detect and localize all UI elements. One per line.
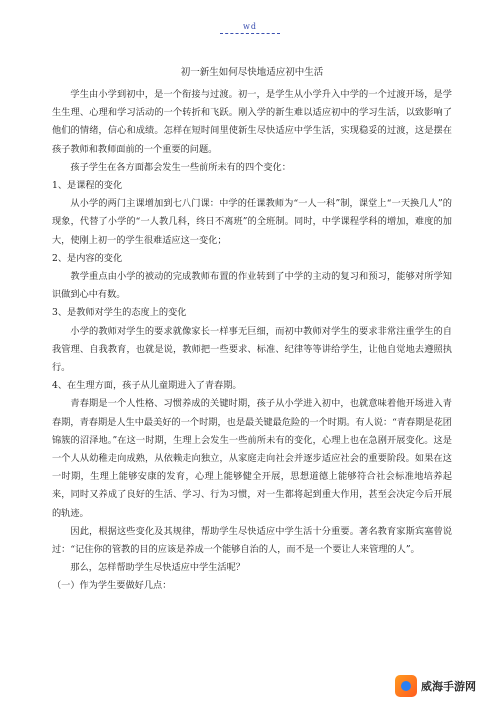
header-mark: wd (243, 22, 257, 31)
section-heading-2: 2、是内容的变化 (52, 252, 123, 264)
document-body (52, 64, 452, 596)
section-body-3: 小学的教师对学生的要求就像家长一样事无巨细，而初中教师对学生的要求非常注重学生的自我管理、自我教育，也就是说，教师把一些要求、标准、纪律等等讲给学生，让他自觉地去遵照执行。 (52, 325, 452, 374)
section-body-4: 青春期是一个人性格、习惯养成的关键时期，孩子从小学进入初中，也就意味着他开场进入青春期，青春期是人生中最美好的一个时期，也是最关键最危险的一个时期。有人说：“青春期是花团锦簇的沼泽地。”在这一时期，生理上会发生一些前所未有的变化，心理上也在急剧开展变化。这是一个人从幼稚走向成熟，从依赖走向独立，从家庭走向社会并逐步适应社会的重要阶段。如果在这一时期，生理上能够安康的发育，心理上能够健全开展，思想道德上能够符合社会标准地培养起来，同时又养成了良好的生活、学习、行为习惯，对一生都将起到重大作用，甚至会决定今后开展的轨迹。 (52, 398, 452, 519)
closing-paragraph-1: 因此，根据这些变化及其规律，帮助学生尽快适应中学生活十分重要。著名教育家斯宾塞曾说过：“记住你的管教的目的应该是养成一个能够自治的人，而不是一个要让人来管理的人”。 (52, 525, 452, 556)
intro-paragraph-1: 学生由小学到初中，是一个衔接与过渡。初一，是学生从小学升入中学的一个过渡开场，是学生生理、心理和学习活动的一个转折和飞跃。刚入学的新生难以适应初中的学习生活，以致影响了他们的情绪，信心和成绩。怎样在短时间里使新生尽快适应中学生活，实现稳妥的过渡，这是摆在孩子教师和教师面前的一个重要的问题。 (52, 89, 452, 155)
section-body-1: 从小学的两门主课增加到七八门课：中学的任课教师为“一人一科”制，课堂上“一天换几人”的现象，代替了小学的“一人教几科，终日不离班”的全班制。同时，中学课程学科的增加，难度的加大，使刚上初一的学生很难适应这一变化； (52, 198, 452, 246)
section-heading-3: 3、是教师对学生的态度上的变化 (52, 307, 187, 319)
watermark-text: 威海手游网 (421, 680, 476, 693)
intro-paragraph-2: 孩子学生在各方面都会发生一些前所未有的四个变化： (70, 161, 291, 173)
section-heading-1: 1、是课程的变化 (52, 180, 123, 192)
document-title: 初一新生如何尽快地适应初中生活 (180, 67, 324, 78)
subheading: （一）作为学生要做好几点： (52, 580, 172, 592)
closing-paragraph-2: 那么，怎样帮助学生尽快适应中学生活呢？ (70, 562, 245, 574)
site-watermark[interactable] (389, 672, 482, 700)
page-header (0, 22, 500, 34)
section-body-2: 教学重点由小学的被动的完成教师布置的作业转到了中学的主动的复习和预习，能够对所学知识做到心中有数。 (52, 271, 452, 301)
section-heading-4: 4、在生理方面，孩子从儿童期进入了青春期。 (52, 380, 242, 392)
header-rule (220, 33, 280, 34)
site-logo-icon (395, 675, 417, 697)
